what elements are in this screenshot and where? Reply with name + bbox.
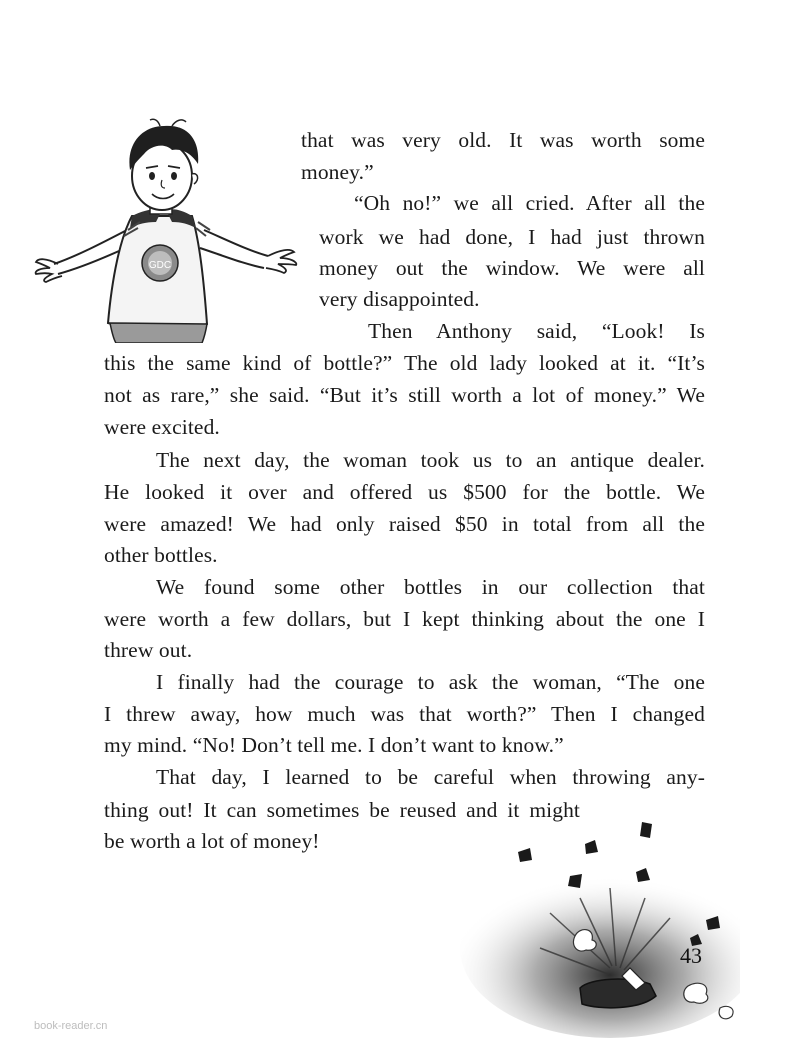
text-line-4: work we had done, I had just thrown — [319, 225, 705, 249]
text-line-8: this the same kind of bottle?” The old lady looked at it. “It’s — [104, 351, 705, 375]
text-line-12: He looked it over and offered us $500 for the bottle. We — [104, 480, 705, 504]
text-line-9: not as rare,” she said. “But it’s still worth a lot of money.” We — [104, 383, 705, 407]
text-line-13: were amazed! We had only raised $50 in total from all the — [104, 512, 705, 536]
text-line-14: other bottles. — [104, 543, 218, 567]
text-line-17: threw out. — [104, 638, 193, 662]
text-line-11: The next day, the woman took us to an antique dealer. — [156, 448, 705, 472]
text-line-22: thing out! It can sometimes be reused and it might — [104, 798, 580, 822]
text-line-20: my mind. “No! Don’t tell me. I don’t want to know.” — [104, 733, 564, 757]
page-number: 43 — [680, 943, 702, 968]
text-line-2: money.” — [301, 160, 374, 184]
text-line-16: were worth a few dollars, but I kept thinking about the one I — [104, 607, 705, 631]
shirt-logo-text: GDC — [148, 260, 172, 271]
text-line-3: “Oh no!” we all cried. After all the — [354, 191, 705, 215]
text-line-1: that was very old. It was worth some — [301, 128, 705, 152]
text-line-10: were excited. — [104, 415, 220, 439]
text-line-21: That day, I learned to be careful when throwing any- — [156, 765, 705, 789]
text-line-15: We found some other bottles in our collection that — [156, 575, 705, 599]
text-line-5: money out the window. We were all — [319, 256, 705, 280]
text-line-6: very disappointed. — [319, 287, 480, 311]
broken-bottle-illustration — [440, 818, 740, 1038]
watermark: book-reader.cn — [34, 1020, 108, 1032]
text-line-18: I finally had the courage to ask the woman, “The one — [156, 670, 705, 694]
boy-illustration — [32, 118, 302, 343]
text-line-19: I threw away, how much was that worth?” Then I changed — [104, 702, 705, 726]
text-line-7: Then Anthony said, “Look! Is — [368, 319, 705, 343]
text-line-23: be worth a lot of money! — [104, 829, 320, 853]
